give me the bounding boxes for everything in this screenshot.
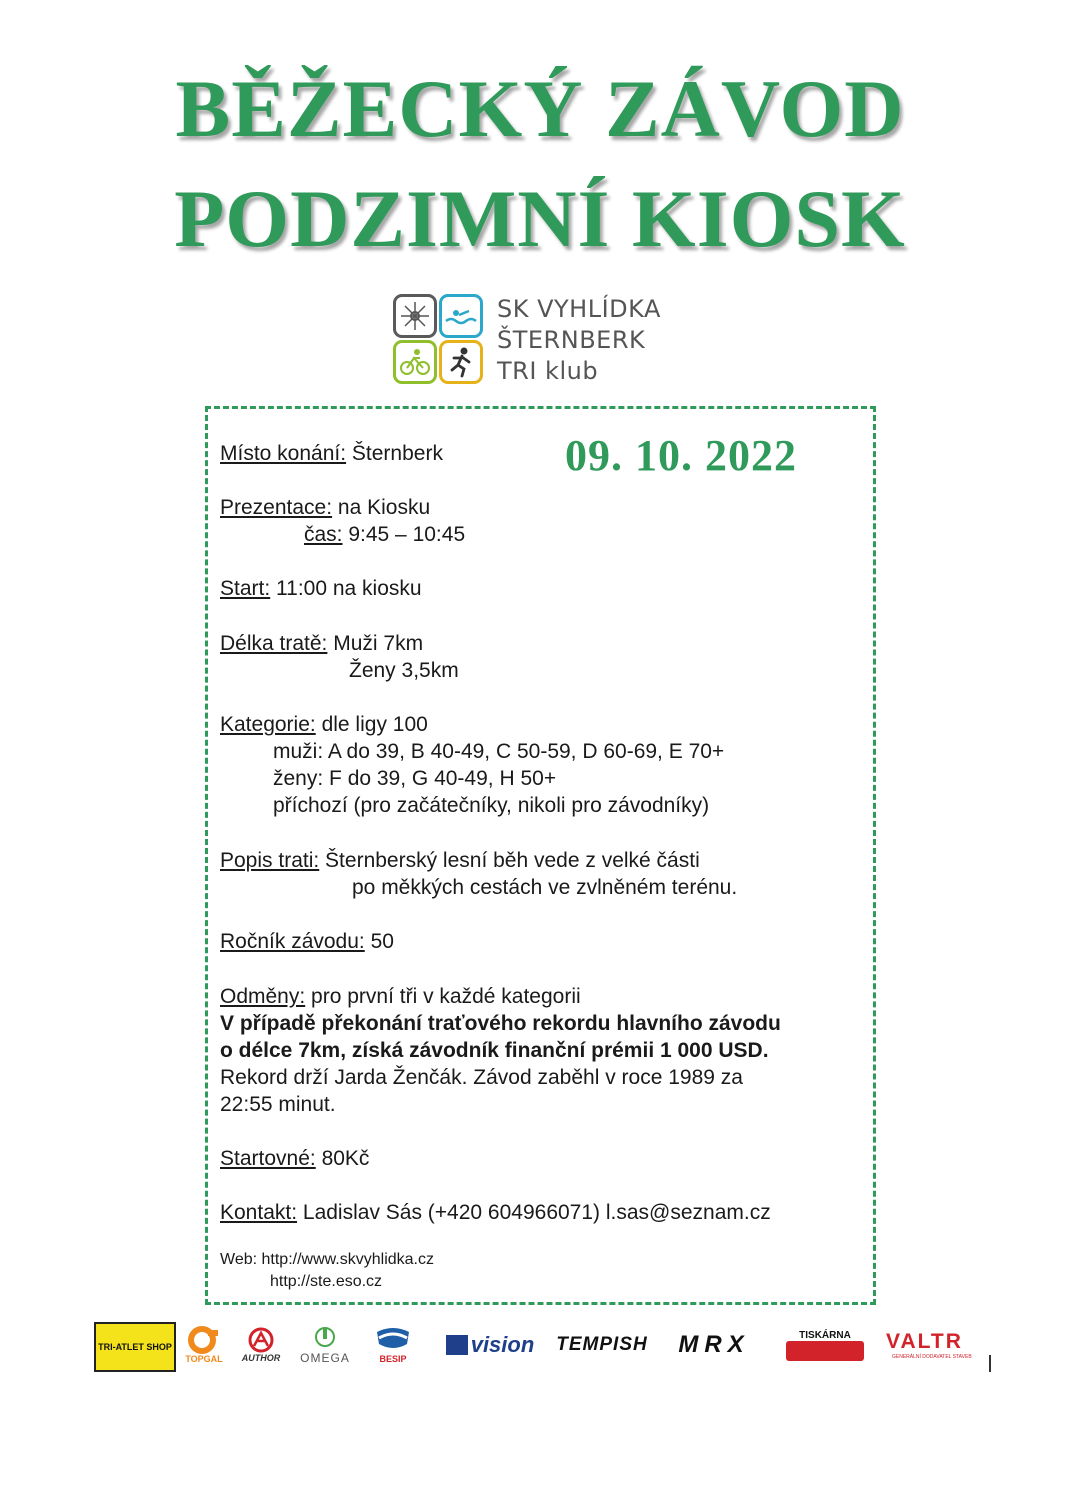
topgal-icon <box>188 1326 220 1354</box>
web-link-1[interactable]: http://www.skvyhlidka.cz <box>261 1251 434 1268</box>
fee-line <box>220 1146 369 1172</box>
sponsor-vision <box>438 1322 542 1368</box>
sponsor-besip <box>370 1322 416 1368</box>
edition-label: Ročník závodu: <box>220 930 365 953</box>
course-line-1: Šternberský lesní běh vede z velké části <box>319 849 700 872</box>
start-label: Start: <box>220 577 271 600</box>
logo-text <box>497 294 661 387</box>
course-label: Popis trati: <box>220 849 320 872</box>
length-line <box>220 631 423 657</box>
web-link-2-line <box>270 1269 382 1295</box>
course-line <box>220 848 700 874</box>
category-walkers: příchozí (pro začátečníky, nikoli pro závodníky) <box>273 794 710 817</box>
category-line <box>220 712 428 738</box>
tempish-label: TEMPISH <box>556 1334 648 1355</box>
logo-grid <box>393 294 481 382</box>
sponsor-tri-atlet <box>94 1322 176 1372</box>
category-label: Kategorie: <box>220 713 316 736</box>
valtr-label: VALTR <box>886 1330 963 1353</box>
author-label: AUTHOR <box>241 1353 281 1363</box>
swim-icon <box>439 294 483 338</box>
length-women: Ženy 3,5km <box>349 659 459 682</box>
bike-icon <box>393 340 437 384</box>
logo-line-3: TRI klub <box>497 357 599 385</box>
event-date: 09. 10. 2022 <box>565 431 797 480</box>
venue-label: Místo konání: <box>220 442 347 465</box>
web-link-2[interactable]: http://ste.eso.cz <box>270 1273 383 1290</box>
presentation-line <box>220 495 430 521</box>
record-line-1: Rekord drží Jarda Ženčák. Závod zaběhl v roce 1989 za <box>220 1066 743 1089</box>
length-label: Délka tratě: <box>220 632 328 655</box>
category-women: ženy: F do 39, G 40-49, H 50+ <box>273 767 557 790</box>
valtr-sub-label: GENERÁLNÍ DODAVATEL STAVEB <box>892 1354 972 1360</box>
start-value: 11:00 na kiosku <box>270 577 422 600</box>
record-bold-1: V případě překonání traťového rekordu hlavního závodu <box>220 1012 781 1035</box>
category-men: muži: A do 39, B 40-49, C 50-59, D 60-69, E 70+ <box>273 740 725 763</box>
divider <box>989 1355 991 1372</box>
sponsor-mrx <box>658 1322 770 1368</box>
sponsor-strip <box>92 1322 992 1372</box>
contact-value: Ladislav Sás (+420 604966071) l.sas@seznam.cz <box>297 1201 771 1224</box>
edition-value: 50 <box>364 930 394 953</box>
contact-label: Kontakt: <box>220 1201 298 1224</box>
omega-icon <box>313 1325 337 1351</box>
sponsor-tri-atlet-label: TRI-ATLET SHOP <box>98 1342 172 1352</box>
prizes-value: pro první tři v každé kategorii <box>305 985 581 1008</box>
time-line <box>304 522 465 548</box>
presentation-label: Prezentace: <box>220 496 333 519</box>
mrx-label: MRX <box>678 1331 750 1358</box>
prizes-label: Odměny: <box>220 985 306 1008</box>
omega-label: OMEGA <box>300 1351 350 1365</box>
web-label: Web: <box>220 1251 262 1268</box>
vision-label: vision <box>470 1332 535 1357</box>
length-men: Muži 7km <box>327 632 424 655</box>
logo-line-2: ŠTERNBERK <box>497 326 646 354</box>
record-bold-2: o délce 7km, získá závodník finanční prémii 1 000 USD. <box>220 1039 769 1062</box>
tiskarna-logo-icon <box>786 1341 864 1361</box>
besip-label: BESIP <box>379 1354 407 1364</box>
fee-label: Startovné: <box>220 1147 316 1170</box>
topgal-label: TOPGAL <box>185 1354 223 1364</box>
title-line-1: BĚŽECKÝ ZÁVOD <box>175 63 905 154</box>
ski-icon <box>393 294 437 338</box>
start-line <box>220 576 422 602</box>
record-line-2: 22:55 minut. <box>220 1093 336 1116</box>
prizes-line <box>220 984 581 1010</box>
sponsor-topgal <box>182 1322 226 1368</box>
sponsor-tempish <box>556 1322 648 1368</box>
sponsor-omega <box>296 1322 354 1368</box>
category-value: dle ligy 100 <box>315 713 428 736</box>
club-logo <box>393 294 713 384</box>
time-value: 9:45 – 10:45 <box>342 523 466 546</box>
author-icon <box>245 1327 277 1353</box>
sponsor-tiskarna <box>782 1322 868 1368</box>
run-icon <box>439 340 483 384</box>
title-line-2: PODZIMNÍ KIOSK <box>174 173 906 264</box>
fee-value: 80Kč <box>315 1147 370 1170</box>
contact-line <box>220 1200 771 1226</box>
logo-line-1: SK VYHLÍDKA <box>497 295 661 323</box>
edition-line <box>220 929 394 955</box>
venue-line <box>220 441 443 467</box>
besip-icon <box>373 1326 413 1354</box>
course-line-2: po měkkých cestách ve zvlněném terénu. <box>352 876 738 899</box>
venue-value: Šternberk <box>346 442 443 465</box>
time-label: čas: <box>304 523 343 546</box>
presentation-value: na Kiosku <box>332 496 431 519</box>
vision-icon <box>446 1335 468 1355</box>
sponsor-author <box>234 1322 288 1368</box>
sponsor-valtr <box>886 1322 986 1368</box>
tiskarna-label: TISKÁRNA <box>799 1329 851 1341</box>
